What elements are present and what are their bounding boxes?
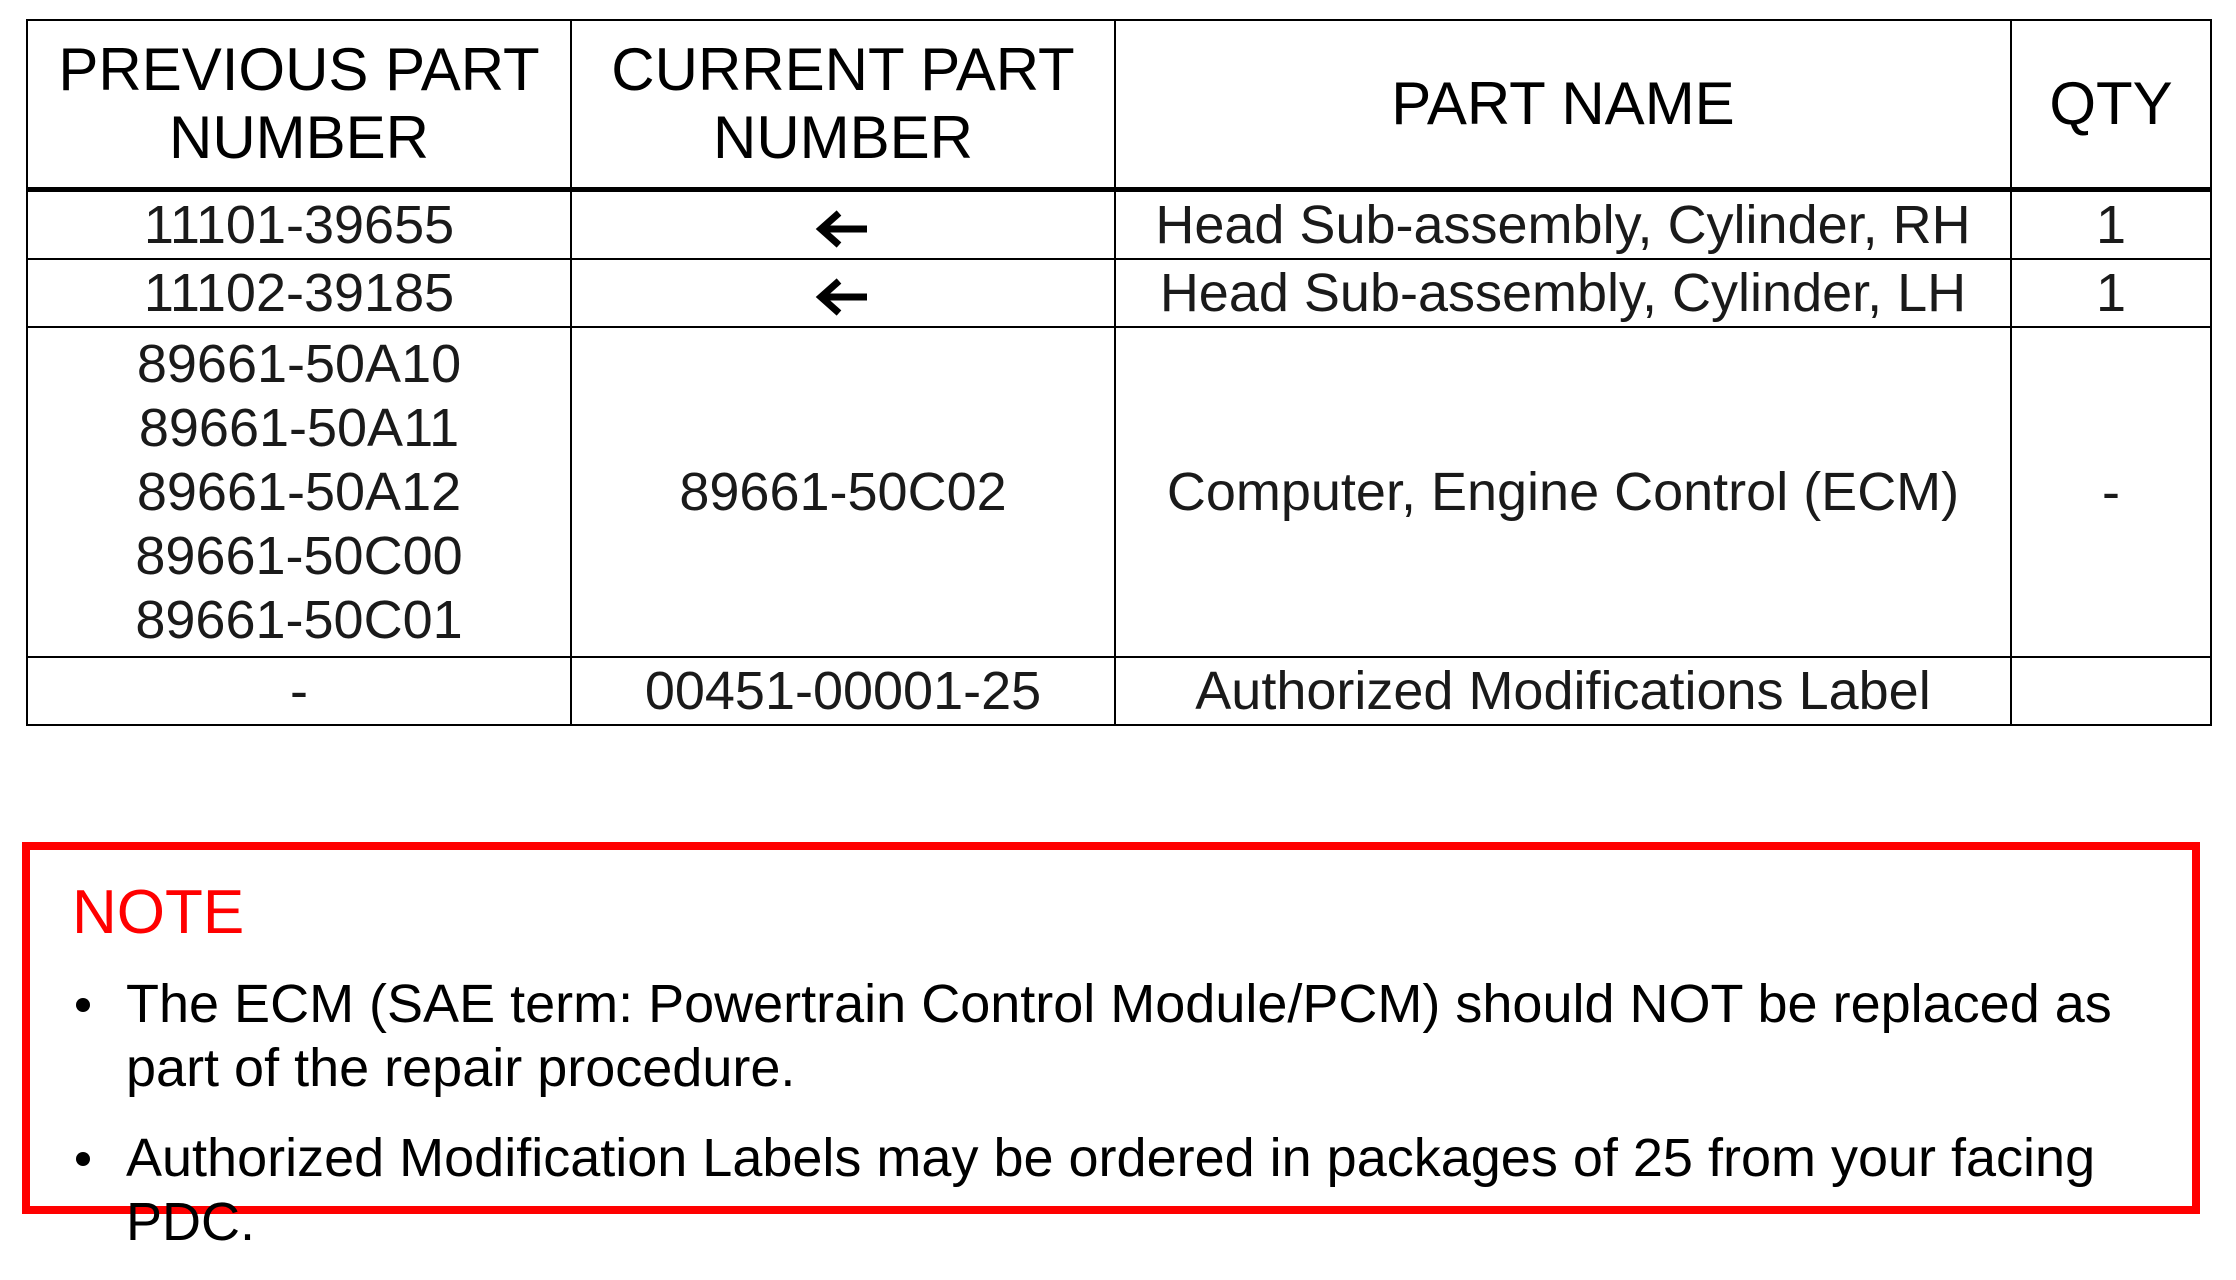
bullet-icon <box>76 1152 90 1166</box>
header-current-part-number <box>571 20 1115 190</box>
header-previous-part-number <box>27 20 571 190</box>
left-arrow-icon <box>813 209 873 249</box>
current-part-cell <box>571 190 1115 260</box>
note-item <box>72 972 2162 1100</box>
previous-part-number: 89661-50C01 <box>135 590 463 650</box>
previous-part-cell: 11102-39185 <box>27 259 571 327</box>
current-part-cell <box>571 259 1115 327</box>
note-item-text: The ECM (SAE term: Powertrain Control Module/PCM) should NOT be replaced as part of the repair procedure. <box>126 974 2112 1098</box>
part-name-cell: Authorized Modifications Label <box>1115 657 2011 725</box>
table-row <box>27 657 2211 725</box>
bullet-icon <box>76 998 90 1012</box>
previous-part-cell: 11101-39655 <box>27 190 571 260</box>
header-current-line2: NUMBER <box>712 104 973 171</box>
note-box <box>22 842 2200 1252</box>
table-row <box>27 190 2211 260</box>
header-qty: QTY <box>2011 20 2211 190</box>
left-arrow-icon <box>813 277 873 317</box>
part-name-cell: Head Sub-assembly, Cylinder, RH <box>1115 190 2011 260</box>
note-item-text: Authorized Modification Labels may be ordered in packages of 25 from your facing PDC. <box>126 1128 2096 1252</box>
header-part-name: PART NAME <box>1115 20 2011 190</box>
current-part-cell: 00451-00001-25 <box>571 657 1115 725</box>
note-item <box>72 1126 2162 1254</box>
part-name-cell: Computer, Engine Control (ECM) <box>1115 327 2011 657</box>
note-title: NOTE <box>72 878 245 947</box>
header-previous-line1: PREVIOUS PART <box>58 36 540 103</box>
table-row <box>27 327 2211 657</box>
qty-cell: 1 <box>2011 190 2211 260</box>
previous-part-cell <box>27 327 571 657</box>
table-row <box>27 259 2211 327</box>
parts-table <box>26 19 2212 726</box>
current-part-cell: 89661-50C02 <box>571 327 1115 657</box>
previous-part-number: 89661-50A10 <box>136 334 462 394</box>
qty-cell: 1 <box>2011 259 2211 327</box>
header-current-line1: CURRENT PART <box>611 36 1075 103</box>
previous-part-number: 89661-50C00 <box>135 526 463 586</box>
qty-cell: - <box>2011 327 2211 657</box>
previous-part-number: 89661-50A12 <box>136 462 462 522</box>
previous-part-cell: - <box>27 657 571 725</box>
qty-cell <box>2011 657 2211 725</box>
part-name-cell: Head Sub-assembly, Cylinder, LH <box>1115 259 2011 327</box>
table-header-row <box>27 20 2211 190</box>
previous-part-number: 89661-50A11 <box>138 398 460 458</box>
header-previous-line2: NUMBER <box>168 104 429 171</box>
note-list <box>72 972 2162 1280</box>
